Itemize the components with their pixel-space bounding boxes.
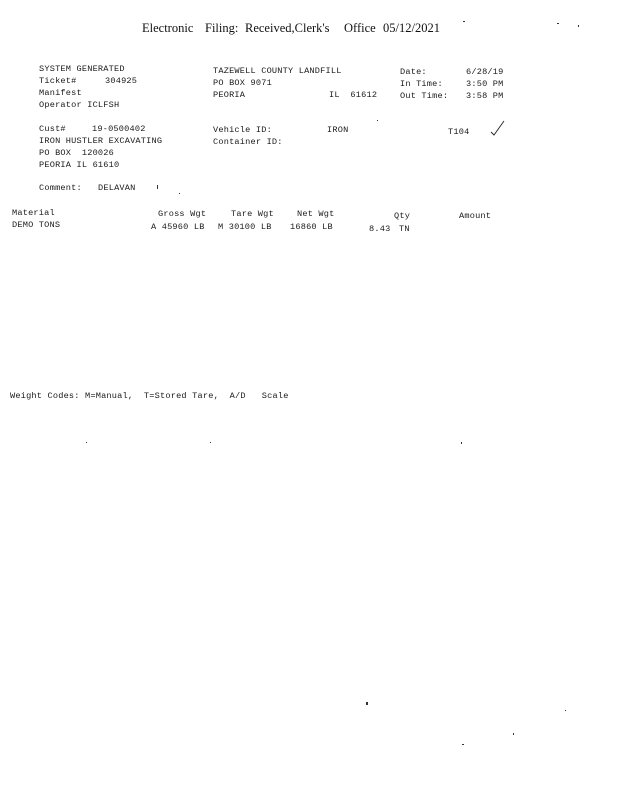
customer-po-box: PO BOX 120026 [39,148,114,158]
col-amount: Amount [459,211,492,221]
filing-received: Received,Clerk's [245,21,330,35]
row-net: 16860 LB [290,222,333,232]
filing-electronic: Electronic [142,21,194,35]
scan-speck [565,710,566,711]
scan-speck [513,733,514,735]
customer-name: IRON HUSTLER EXCAVATING [39,136,163,146]
in-time-label: In Time: [400,79,443,89]
scan-speck [557,23,559,24]
weight-codes: Weight Codes: M=Manual, T=Stored Tare, A/D Scale [10,391,289,401]
in-time-value: 3:50 PM [466,79,504,89]
scan-speck [86,442,87,443]
system-generated: SYSTEM GENERATED [39,64,125,74]
out-time-value: 3:58 PM [466,91,504,101]
row-gross: A 45960 LB [151,222,205,232]
filing-date: 05/12/2021 [383,21,440,35]
scan-speck [377,120,378,121]
date-label: Date: [400,67,427,77]
facility-state-zip: IL 61612 [329,90,378,100]
scan-speck [210,442,211,443]
col-net: Net Wgt [297,209,335,219]
scan-speck [462,744,464,745]
vehicle-label: Vehicle ID: [213,125,272,135]
col-tare: Tare Wgt [231,209,274,219]
manifest-label: Manifest [39,88,82,98]
scan-speck [463,21,465,22]
facility-po-box: PO BOX 9071 [213,78,272,88]
vehicle-value: IRON [327,125,349,135]
customer-number: 19-0500402 [92,124,146,134]
scan-speck [157,185,158,189]
ticket-number: 304925 [105,76,138,86]
out-time-label: Out Time: [400,91,449,101]
checkmark-icon [490,119,506,137]
unit-number: T104 [448,127,470,137]
col-material: Material [12,208,55,218]
container-label: Container ID: [213,137,283,147]
customer-city: PEORIA IL 61610 [39,160,120,170]
row-unit: TN [399,224,410,234]
col-qty: Qty [394,211,411,221]
col-gross: Gross Wgt [158,209,207,219]
comment-label: Comment: [39,183,82,193]
facility-name: TAZEWELL COUNTY LANDFILL [213,66,342,76]
comment-value: DELAVAN [98,183,136,193]
row-tare: M 30100 LB [218,222,272,232]
operator: Operator ICLFSH [39,100,120,110]
filing-office: Office [344,21,376,35]
scan-speck [366,702,368,705]
row-material: DEMO TONS [12,220,61,230]
date-value: 6/28/19 [466,67,504,77]
scan-speck [179,193,180,194]
scan-speck [578,25,579,27]
facility-city: PEORIA [213,90,246,100]
customer-label: Cust# [39,124,66,134]
ticket-label: Ticket# [39,76,77,86]
filing-label: Filing: [205,21,239,35]
row-qty: 8.43 [369,224,391,234]
filing-stamp [0,21,618,37]
scan-speck [461,442,462,444]
